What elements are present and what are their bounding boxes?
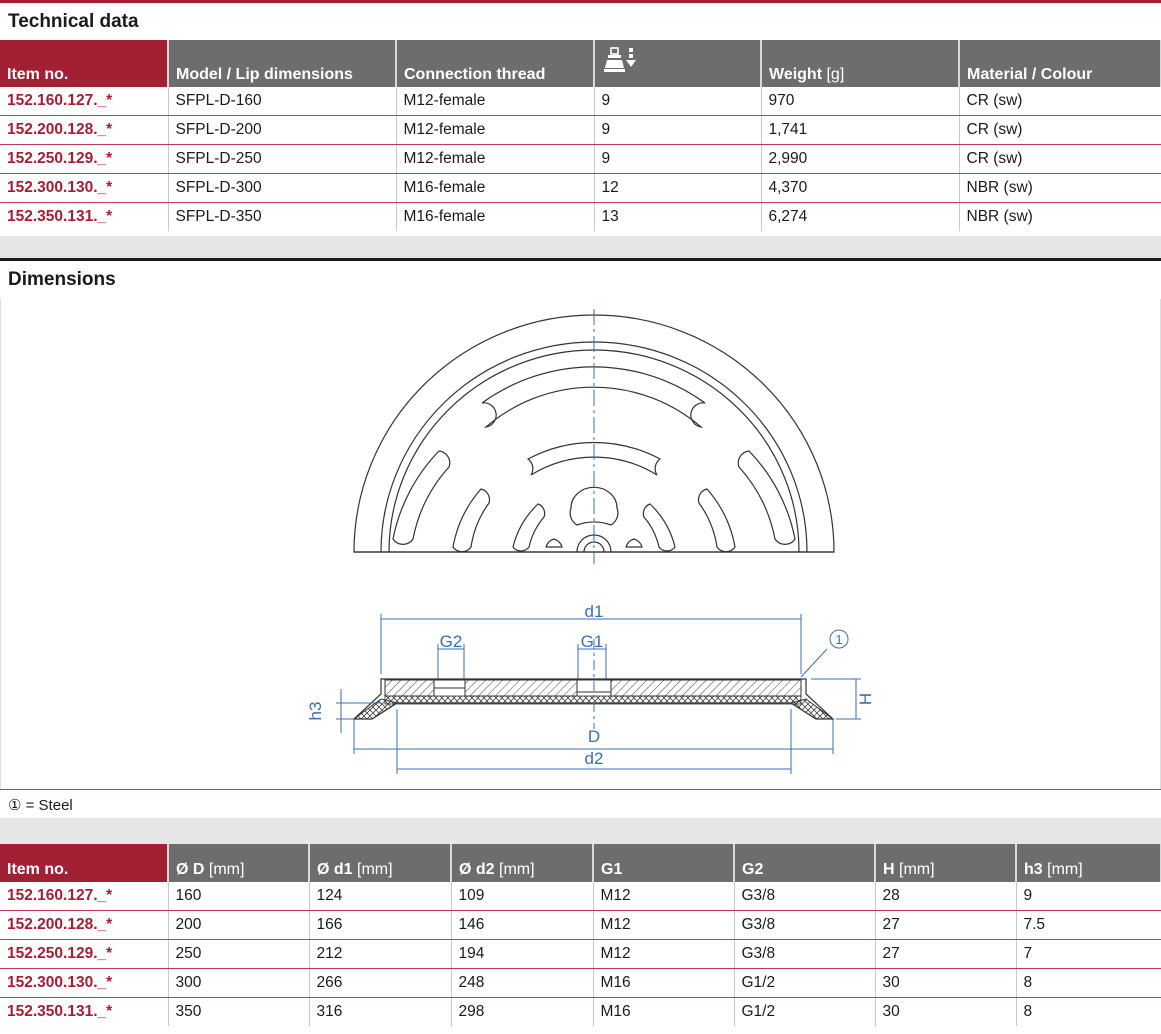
dim-cell: 200	[168, 911, 309, 940]
cell-weight: 6,274	[761, 203, 959, 232]
table-row	[0, 87, 1161, 116]
header-thread: Connection thread	[396, 40, 594, 87]
dim-cell: 8	[1016, 969, 1161, 998]
table-row	[0, 882, 1161, 911]
cell-val: 9	[594, 116, 761, 145]
legend-divider	[0, 789, 1161, 790]
section-spacer-2	[0, 818, 1161, 844]
dim-cell: 160	[168, 882, 309, 911]
dim-header	[734, 844, 875, 882]
cell-val: 9	[594, 145, 761, 174]
dim-header-unit: [mm]	[208, 861, 245, 878]
dim-cell: 212	[309, 940, 451, 969]
dim-cell: 146	[451, 911, 593, 940]
top-accent-line	[0, 0, 1161, 3]
dim-cell: 109	[451, 882, 593, 911]
dim-cell: G1/2	[734, 969, 875, 998]
technical-data-table	[0, 40, 1161, 231]
label-d2: d2	[584, 749, 604, 768]
dim-cell: 316	[309, 998, 451, 1027]
dim-cell: 350	[168, 998, 309, 1027]
dim-cell: 152.250.129._*	[0, 940, 168, 969]
dim-header	[309, 844, 451, 882]
legend-marker: ①	[8, 797, 22, 814]
header-material: Material / Colour	[959, 40, 1161, 87]
dim-cell: 8	[1016, 998, 1161, 1027]
dim-cell: 152.160.127._*	[0, 882, 168, 911]
cell-weight: 2,990	[761, 145, 959, 174]
cell-model: SFPL-D-200	[168, 116, 396, 145]
dim-cell: G1/2	[734, 998, 875, 1027]
dim-header	[593, 844, 734, 882]
dim-cell: 298	[451, 998, 593, 1027]
label-marker-1: 1	[835, 632, 843, 647]
dim-header-unit: [mm]	[357, 861, 393, 878]
dim-header-label: h3	[1024, 861, 1043, 878]
legend-text: = Steel	[25, 797, 73, 814]
dim-header-label: Item no.	[7, 861, 69, 878]
cell-model: SFPL-D-160	[168, 87, 396, 116]
dimensions-title: Dimensions	[0, 262, 1161, 298]
dim-header	[875, 844, 1016, 882]
header-item-no: Item no.	[0, 40, 168, 87]
header-weight: Weight [g]	[761, 40, 959, 87]
cell-item: 152.160.127._*	[0, 87, 168, 116]
label-g2: G2	[439, 632, 463, 651]
cell-item: 152.200.128._*	[0, 116, 168, 145]
cell-thread: M16-female	[396, 174, 594, 203]
cell-val: 12	[594, 174, 761, 203]
dim-cell: 7.5	[1016, 911, 1161, 940]
dimensions-table	[0, 844, 1161, 1026]
dim-cell: M12	[593, 940, 734, 969]
table-row	[0, 911, 1161, 940]
dim-header	[1016, 844, 1161, 882]
legend	[8, 796, 73, 814]
cell-material: CR (sw)	[959, 116, 1161, 145]
dim-header-label: Ø D	[176, 861, 205, 878]
suction-height-icon	[602, 46, 638, 76]
cell-val: 13	[594, 203, 761, 232]
dimension-drawing	[0, 299, 1161, 789]
dim-cell: 30	[875, 998, 1016, 1027]
cell-val: 9	[594, 87, 761, 116]
cell-thread: M12-female	[396, 87, 594, 116]
dim-header-unit: [mm]	[1047, 861, 1083, 878]
dim-header-label: Ø d1	[317, 861, 353, 878]
dim-cell: 194	[451, 940, 593, 969]
dim-header-unit: [mm]	[899, 861, 935, 878]
dim-header-unit: [mm]	[499, 861, 535, 878]
dim-cell: 28	[875, 882, 1016, 911]
cell-model: SFPL-D-300	[168, 174, 396, 203]
section-divider	[0, 258, 1161, 261]
dim-header-label: Ø d2	[459, 861, 495, 878]
technical-data-title: Technical data	[0, 4, 1161, 40]
cell-material: NBR (sw)	[959, 174, 1161, 203]
table-row	[0, 969, 1161, 998]
dim-cell: G3/8	[734, 911, 875, 940]
label-d1: d1	[584, 602, 604, 621]
table-row	[0, 203, 1161, 232]
label-g1: G1	[580, 632, 604, 651]
table-row	[0, 116, 1161, 145]
dim-cell: 248	[451, 969, 593, 998]
header-model: Model / Lip dimensions	[168, 40, 396, 87]
cell-material: CR (sw)	[959, 87, 1161, 116]
dim-cell: G3/8	[734, 882, 875, 911]
dim-cell: 9	[1016, 882, 1161, 911]
dim-cell: 152.350.131._*	[0, 998, 168, 1027]
dim-cell: G3/8	[734, 940, 875, 969]
dim-cell: 266	[309, 969, 451, 998]
dim-cell: M12	[593, 882, 734, 911]
dim-cell: M12	[593, 911, 734, 940]
dim-cell: 250	[168, 940, 309, 969]
suction-plate-drawing	[1, 299, 1161, 789]
dim-header	[451, 844, 593, 882]
label-h3: h3	[306, 701, 325, 721]
dim-cell: 30	[875, 969, 1016, 998]
dim-cell: 166	[309, 911, 451, 940]
dim-cell: 300	[168, 969, 309, 998]
label-D: D	[587, 727, 601, 746]
dim-cell: 124	[309, 882, 451, 911]
cell-item: 152.250.129._*	[0, 145, 168, 174]
table-row	[0, 145, 1161, 174]
cell-material: CR (sw)	[959, 145, 1161, 174]
cell-model: SFPL-D-350	[168, 203, 396, 232]
cell-thread: M12-female	[396, 116, 594, 145]
dim-header-label: G2	[742, 861, 764, 878]
dim-cell: 27	[875, 911, 1016, 940]
dim-header-label: G1	[601, 861, 623, 878]
dim-header-label: H	[883, 861, 895, 878]
dim-cell: M16	[593, 998, 734, 1027]
table-row	[0, 998, 1161, 1027]
cell-material: NBR (sw)	[959, 203, 1161, 232]
dim-header	[0, 844, 168, 882]
dim-cell: 7	[1016, 940, 1161, 969]
cell-weight: 1,741	[761, 116, 959, 145]
dim-cell: 27	[875, 940, 1016, 969]
dim-cell: 152.200.128._*	[0, 911, 168, 940]
table-row	[0, 940, 1161, 969]
cell-item: 152.350.131._*	[0, 203, 168, 232]
table-row	[0, 174, 1161, 203]
cell-thread: M12-female	[396, 145, 594, 174]
dim-header	[168, 844, 309, 882]
cell-weight: 4,370	[761, 174, 959, 203]
dim-cell: M16	[593, 969, 734, 998]
cell-thread: M16-female	[396, 203, 594, 232]
cell-item: 152.300.130._*	[0, 174, 168, 203]
section-spacer	[0, 236, 1161, 258]
header-suction-icon-cell	[594, 40, 761, 87]
label-H: H	[856, 692, 875, 706]
cell-weight: 970	[761, 87, 959, 116]
cell-model: SFPL-D-250	[168, 145, 396, 174]
dim-cell: 152.300.130._*	[0, 969, 168, 998]
